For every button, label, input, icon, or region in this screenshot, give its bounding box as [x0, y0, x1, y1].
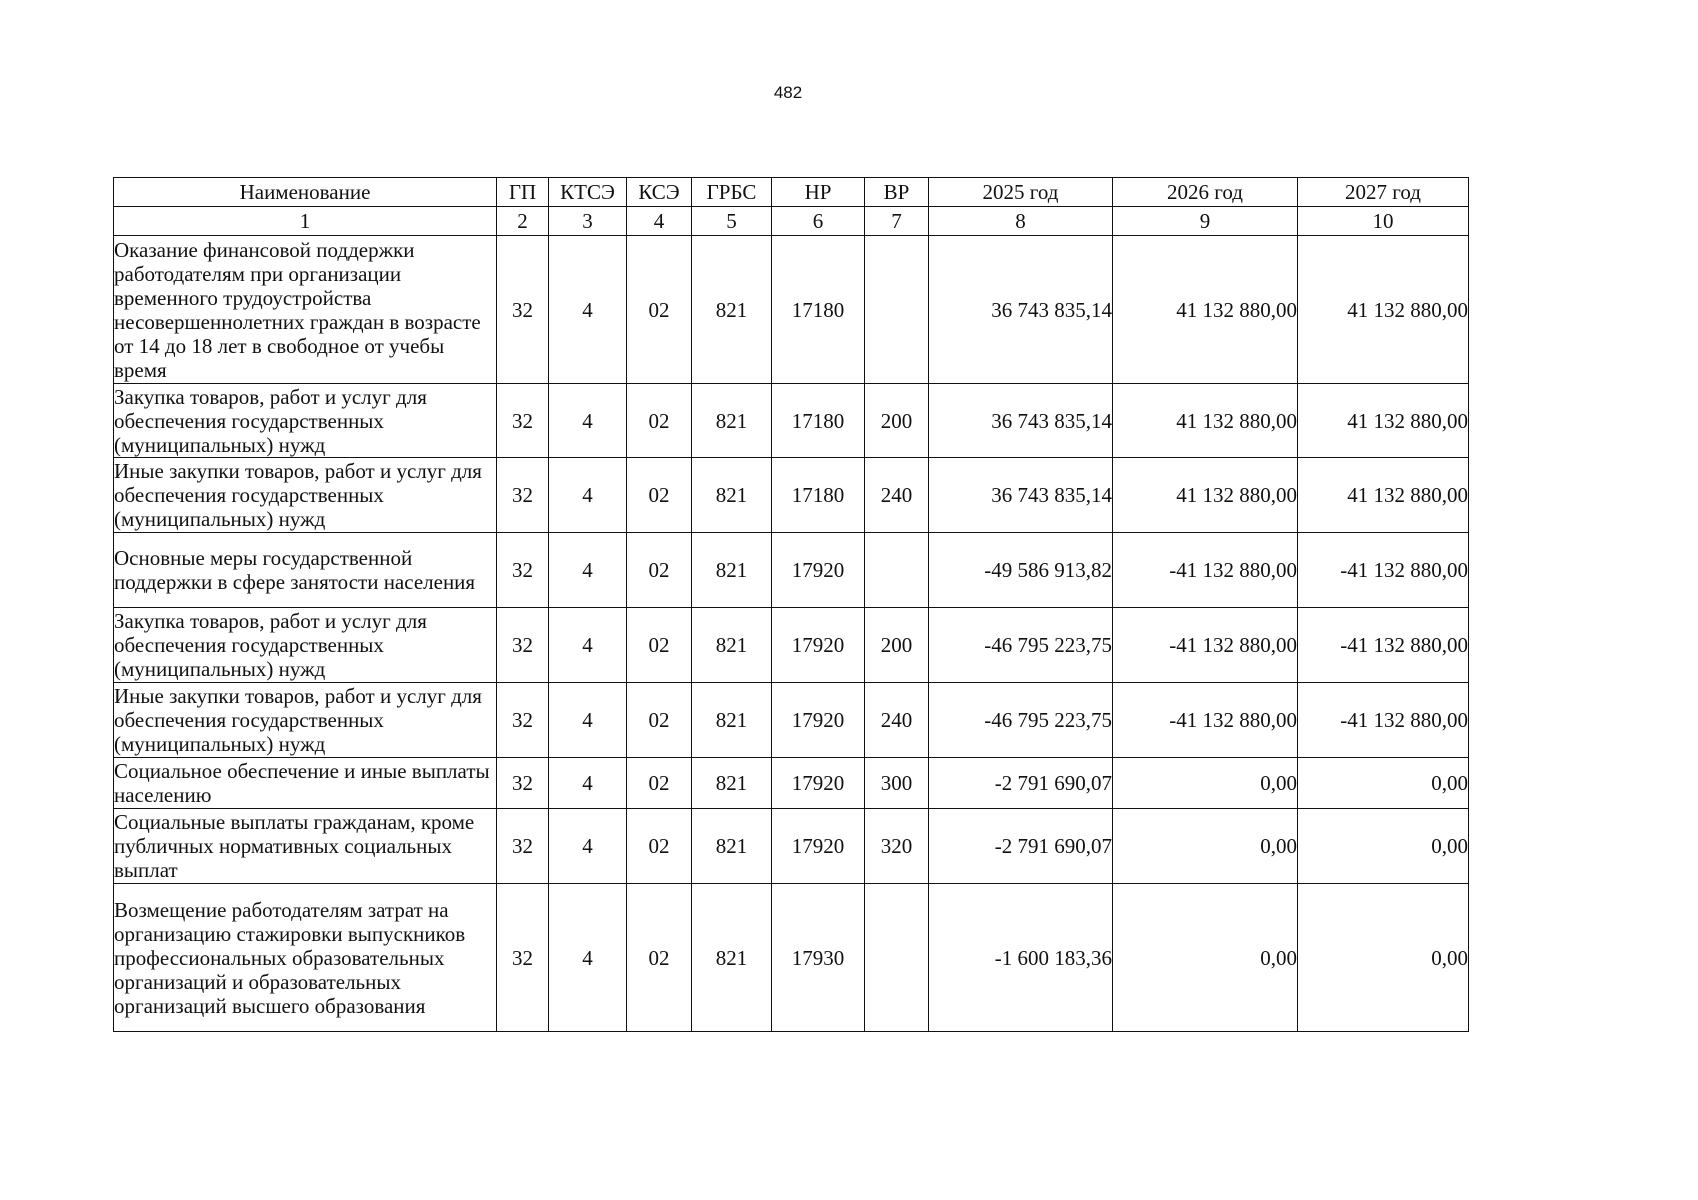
row-2026: 0,00 — [1113, 809, 1298, 884]
row-kse: 02 — [627, 884, 692, 1032]
row-name: Социальное обеспечение и иные выплаты населению — [114, 758, 497, 809]
row-vr: 300 — [865, 758, 929, 809]
row-vr — [865, 533, 929, 608]
column-number: 7 — [865, 207, 929, 236]
row-2027: -41 132 880,00 — [1298, 608, 1469, 683]
row-name: Оказание финансовой поддержки работодателям при организации временного трудоустройства несовершеннолетних граждан в возрасте от 14 до 18 лет в свободное от учебы время — [114, 236, 497, 384]
row-gp: 32 — [497, 236, 549, 384]
table-row — [114, 683, 1469, 758]
row-gp: 32 — [497, 809, 549, 884]
row-grbs: 821 — [692, 533, 772, 608]
header-name: Наименование — [114, 178, 497, 207]
row-2025: 36 743 835,14 — [929, 458, 1113, 533]
row-kse: 02 — [627, 758, 692, 809]
row-2026: -41 132 880,00 — [1113, 683, 1298, 758]
table-row — [114, 758, 1469, 809]
row-2026: 0,00 — [1113, 884, 1298, 1032]
row-nr: 17920 — [772, 758, 865, 809]
row-gp: 32 — [497, 683, 549, 758]
row-kse: 02 — [627, 533, 692, 608]
row-2025: -49 586 913,82 — [929, 533, 1113, 608]
header-row — [114, 178, 1469, 207]
table-row — [114, 533, 1469, 608]
row-2027: 41 132 880,00 — [1298, 458, 1469, 533]
row-nr: 17920 — [772, 683, 865, 758]
row-grbs: 821 — [692, 809, 772, 884]
header-2026: 2026 год — [1113, 178, 1298, 207]
row-vr — [865, 236, 929, 384]
header-nr: НР — [772, 178, 865, 207]
header-gp: ГП — [497, 178, 549, 207]
row-ktse: 4 — [549, 533, 627, 608]
table-row — [114, 384, 1469, 458]
row-nr: 17180 — [772, 384, 865, 458]
row-2027: -41 132 880,00 — [1298, 533, 1469, 608]
row-kse: 02 — [627, 458, 692, 533]
row-name: Иные закупки товаров, работ и услуг для обеспечения государственных (муниципальных) нужд — [114, 683, 497, 758]
row-2025: 36 743 835,14 — [929, 384, 1113, 458]
column-number: 4 — [627, 207, 692, 236]
row-vr: 240 — [865, 683, 929, 758]
table-row — [114, 809, 1469, 884]
row-2026: 0,00 — [1113, 758, 1298, 809]
row-grbs: 821 — [692, 608, 772, 683]
row-nr: 17920 — [772, 608, 865, 683]
row-2027: 0,00 — [1298, 758, 1469, 809]
row-2027: -41 132 880,00 — [1298, 683, 1469, 758]
row-gp: 32 — [497, 384, 549, 458]
row-grbs: 821 — [692, 884, 772, 1032]
row-name: Основные меры государственной поддержки в сфере занятости населения — [114, 533, 497, 608]
header-2025: 2025 год — [929, 178, 1113, 207]
column-number-row — [114, 207, 1469, 236]
row-name: Закупка товаров, работ и услуг для обеспечения государственных (муниципальных) нужд — [114, 608, 497, 683]
row-2026: -41 132 880,00 — [1113, 533, 1298, 608]
column-number: 2 — [497, 207, 549, 236]
column-number: 6 — [772, 207, 865, 236]
row-nr: 17180 — [772, 236, 865, 384]
row-2026: 41 132 880,00 — [1113, 236, 1298, 384]
row-vr: 200 — [865, 384, 929, 458]
row-grbs: 821 — [692, 758, 772, 809]
row-2027: 41 132 880,00 — [1298, 236, 1469, 384]
column-number: 3 — [549, 207, 627, 236]
page-number: 482 — [773, 83, 803, 102]
row-gp: 32 — [497, 758, 549, 809]
column-number: 10 — [1298, 207, 1469, 236]
row-2025: 36 743 835,14 — [929, 236, 1113, 384]
column-number: 5 — [692, 207, 772, 236]
row-2025: -46 795 223,75 — [929, 683, 1113, 758]
table-row — [114, 458, 1469, 533]
row-ktse: 4 — [549, 236, 627, 384]
column-number: 8 — [929, 207, 1113, 236]
row-kse: 02 — [627, 809, 692, 884]
row-2027: 0,00 — [1298, 884, 1469, 1032]
row-2026: 41 132 880,00 — [1113, 384, 1298, 458]
row-name: Социальные выплаты гражданам, кроме публичных нормативных социальных выплат — [114, 809, 497, 884]
row-name: Иные закупки товаров, работ и услуг для обеспечения государственных (муниципальных) нужд — [114, 458, 497, 533]
row-ktse: 4 — [549, 458, 627, 533]
row-ktse: 4 — [549, 384, 627, 458]
row-2027: 41 132 880,00 — [1298, 384, 1469, 458]
row-vr: 320 — [865, 809, 929, 884]
row-2025: -2 791 690,07 — [929, 809, 1113, 884]
row-2025: -46 795 223,75 — [929, 608, 1113, 683]
row-2027: 0,00 — [1298, 809, 1469, 884]
row-nr: 17180 — [772, 458, 865, 533]
row-ktse: 4 — [549, 758, 627, 809]
row-vr — [865, 884, 929, 1032]
table-row — [114, 884, 1469, 1032]
row-2026: 41 132 880,00 — [1113, 458, 1298, 533]
row-nr: 17920 — [772, 809, 865, 884]
row-gp: 32 — [497, 533, 549, 608]
row-2025: -1 600 183,36 — [929, 884, 1113, 1032]
row-nr: 17920 — [772, 533, 865, 608]
row-gp: 32 — [497, 884, 549, 1032]
table-row — [114, 608, 1469, 683]
header-ktse: КТСЭ — [549, 178, 627, 207]
row-grbs: 821 — [692, 683, 772, 758]
header-grbs: ГРБС — [692, 178, 772, 207]
row-2025: -2 791 690,07 — [929, 758, 1113, 809]
row-kse: 02 — [627, 608, 692, 683]
row-kse: 02 — [627, 683, 692, 758]
row-grbs: 821 — [692, 458, 772, 533]
row-kse: 02 — [627, 384, 692, 458]
row-gp: 32 — [497, 458, 549, 533]
header-vr: ВР — [865, 178, 929, 207]
column-number: 9 — [1113, 207, 1298, 236]
row-name: Закупка товаров, работ и услуг для обеспечения государственных (муниципальных) нужд — [114, 384, 497, 458]
header-kse: КСЭ — [627, 178, 692, 207]
row-name: Возмещение работодателям затрат на организацию стажировки выпускников профессиональных образовательных организаций и образовательных организаций высшего образования — [114, 884, 497, 1032]
header-2027: 2027 год — [1298, 178, 1469, 207]
row-vr: 200 — [865, 608, 929, 683]
row-2026: -41 132 880,00 — [1113, 608, 1298, 683]
column-number: 1 — [114, 207, 497, 236]
row-ktse: 4 — [549, 683, 627, 758]
table-row — [114, 236, 1469, 384]
row-vr: 240 — [865, 458, 929, 533]
budget-table — [113, 177, 1469, 1032]
row-ktse: 4 — [549, 809, 627, 884]
row-nr: 17930 — [772, 884, 865, 1032]
row-grbs: 821 — [692, 384, 772, 458]
row-ktse: 4 — [549, 884, 627, 1032]
row-gp: 32 — [497, 608, 549, 683]
row-ktse: 4 — [549, 608, 627, 683]
row-grbs: 821 — [692, 236, 772, 384]
row-kse: 02 — [627, 236, 692, 384]
